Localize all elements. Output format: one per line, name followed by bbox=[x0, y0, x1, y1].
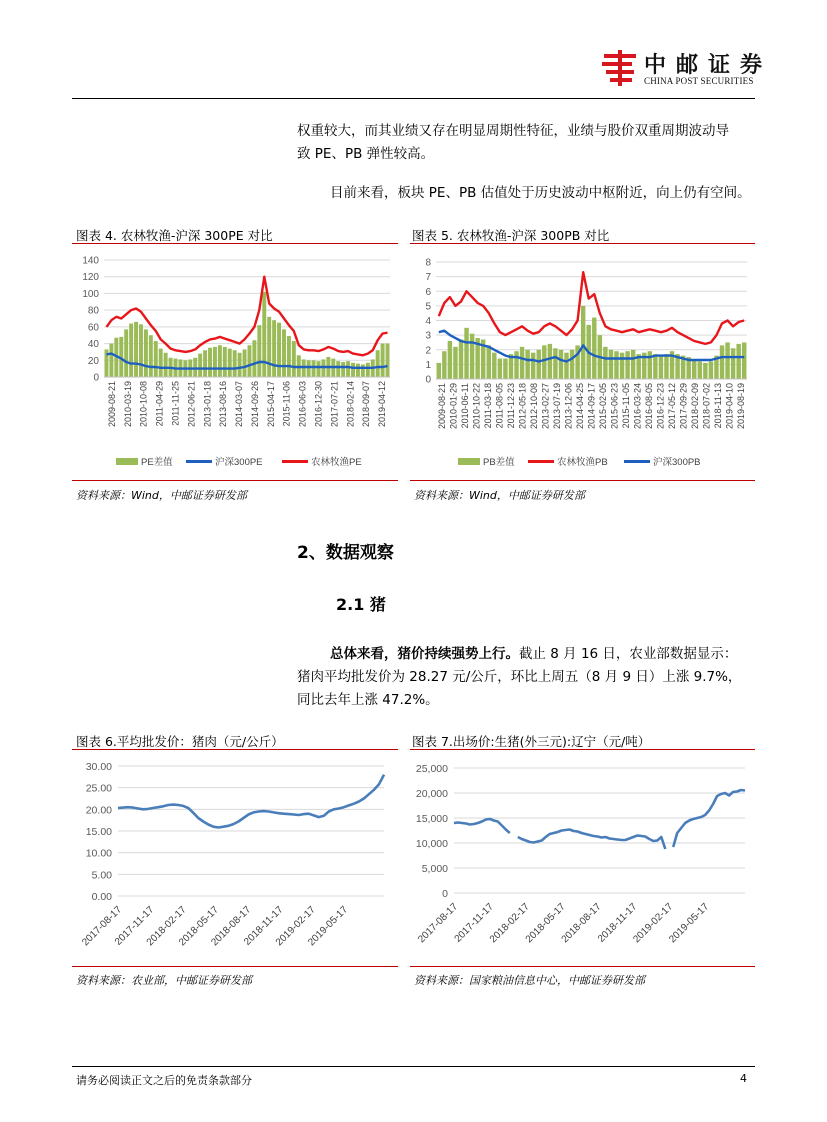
diff-bar bbox=[336, 361, 340, 377]
diff-bar bbox=[238, 353, 242, 377]
diff-bar bbox=[464, 328, 468, 379]
diff-bar bbox=[742, 342, 746, 379]
y-tick-label: 10,000 bbox=[415, 838, 448, 850]
diff-bar bbox=[520, 347, 524, 379]
diff-bar bbox=[243, 349, 247, 377]
diff-bar bbox=[459, 340, 463, 379]
diff-bar bbox=[731, 348, 735, 379]
x-tick-label: 2014-09-26 bbox=[249, 381, 260, 428]
diff-bar bbox=[631, 350, 635, 379]
footer-disclaimer: 请务必阅读正文之后的免责条款部分 bbox=[76, 1074, 252, 1087]
figure-5-chart bbox=[410, 246, 755, 474]
y-tick-label: 25,000 bbox=[415, 763, 448, 775]
pig-line-2: 猪肉平均批发价为 28.27 元/公斤，环比上周五（8 月 9 日）上涨 9.7%， bbox=[297, 669, 742, 685]
diff-bar bbox=[346, 361, 350, 377]
diff-bar bbox=[134, 322, 138, 377]
diff-bar bbox=[720, 345, 724, 379]
x-tick-label: 2015-04-17 bbox=[265, 381, 276, 428]
diff-bar bbox=[648, 351, 652, 379]
y-tick-label: 0 bbox=[442, 888, 448, 900]
diff-bar bbox=[351, 363, 355, 377]
y-tick-label: 0.00 bbox=[91, 891, 112, 903]
x-tick-label: 2011-08-05 bbox=[494, 383, 505, 429]
legend-label: 沪深300PB bbox=[653, 457, 701, 468]
x-tick-label: 2017-07-21 bbox=[329, 381, 340, 428]
y-tick-label: 140 bbox=[82, 255, 99, 267]
x-tick-label: 2010-06-11 bbox=[459, 383, 470, 429]
y-tick-label: 5.00 bbox=[91, 869, 112, 882]
x-tick-label: 2018-05-17 bbox=[177, 904, 221, 949]
diff-bar bbox=[247, 345, 251, 377]
figure-6-source: 资料来源：农业部，中邮证券研发部 bbox=[76, 974, 252, 987]
diff-bar bbox=[312, 360, 316, 377]
diff-bar bbox=[559, 350, 563, 379]
diff-bar bbox=[124, 329, 128, 377]
legend-swatch bbox=[458, 458, 480, 465]
y-tick-label: 4 bbox=[425, 316, 431, 327]
diff-bar bbox=[698, 361, 702, 379]
diff-bar bbox=[736, 344, 740, 379]
diff-bar bbox=[233, 350, 237, 377]
diff-bar bbox=[272, 320, 276, 377]
logo-english-name: CHINA POST SECURITIES bbox=[644, 76, 754, 86]
series-line bbox=[454, 790, 745, 849]
diff-bar bbox=[267, 317, 271, 377]
x-tick-label: 2019-02-17 bbox=[273, 904, 318, 949]
diff-bar bbox=[139, 324, 143, 377]
diff-bar bbox=[386, 344, 390, 377]
diff-bar bbox=[703, 363, 707, 379]
diff-bar bbox=[525, 350, 529, 379]
figure-4-source: 资料来源：Wind，中邮证券研发部 bbox=[76, 489, 247, 502]
x-tick-label: 2019-08-19 bbox=[736, 383, 747, 430]
diff-bar bbox=[223, 347, 227, 377]
diff-bar bbox=[653, 354, 657, 379]
legend-swatch bbox=[116, 458, 138, 465]
diff-bar bbox=[208, 348, 212, 377]
x-tick-label: 2012-05-18 bbox=[517, 383, 528, 430]
figure-5-top-rule bbox=[410, 243, 755, 244]
diff-bar bbox=[376, 350, 380, 377]
diff-bar bbox=[307, 360, 311, 377]
footer-divider bbox=[72, 1066, 755, 1067]
subsection-heading: 2.1 猪 bbox=[336, 595, 386, 614]
figure-4-caption: 图表 4. 农林牧渔-沪深 300PE 对比 bbox=[76, 228, 273, 243]
y-tick-label: 40 bbox=[87, 339, 99, 351]
legend-label: PE差值 bbox=[141, 457, 173, 468]
x-tick-label: 2018-02-09 bbox=[690, 383, 701, 430]
figure-6-caption: 图表 6.平均批发价：猪肉（元/公斤） bbox=[76, 734, 284, 749]
diff-bar bbox=[282, 329, 286, 377]
diff-bar bbox=[498, 359, 502, 379]
x-tick-label: 2018-02-14 bbox=[345, 381, 356, 428]
intro-line: 权重较大，而其业绩又存在明显周期性特征，业绩与股价双重周期波动导 bbox=[297, 123, 729, 139]
x-tick-label: 2018-02-17 bbox=[144, 904, 189, 949]
x-tick-label: 2018-02-17 bbox=[487, 901, 532, 946]
diff-bar bbox=[252, 340, 256, 377]
company-logo bbox=[600, 48, 773, 90]
x-tick-label: 2016-12-23 bbox=[655, 383, 666, 430]
diff-bar bbox=[317, 361, 321, 377]
y-tick-label: 6 bbox=[425, 286, 431, 298]
figure-6-bottom-rule bbox=[72, 966, 398, 967]
y-tick-label: 0 bbox=[425, 374, 431, 386]
x-tick-label: 2018-07-02 bbox=[701, 383, 712, 430]
x-tick-label: 2019-02-17 bbox=[631, 901, 676, 946]
x-tick-label: 2017-05-12 bbox=[667, 383, 678, 430]
figure-6-top-rule bbox=[72, 749, 398, 750]
legend-label: 农林牧渔PB bbox=[557, 457, 608, 468]
x-tick-label: 2017-09-29 bbox=[678, 383, 689, 430]
pig-line-3: 同比去年上涨 47.2%。 bbox=[297, 692, 439, 708]
y-tick-label: 5,000 bbox=[421, 863, 448, 875]
pig-line-1 bbox=[297, 643, 755, 666]
diff-bar bbox=[287, 336, 291, 377]
y-tick-label: 1 bbox=[425, 359, 431, 371]
x-tick-label: 2017-08-17 bbox=[416, 901, 461, 946]
diff-bar bbox=[442, 351, 446, 379]
y-tick-label: 10.00 bbox=[85, 847, 112, 860]
x-tick-label: 2015-06-23 bbox=[609, 383, 620, 430]
figure-4-chart bbox=[72, 246, 398, 474]
x-tick-label: 2012-10-08 bbox=[528, 383, 539, 430]
x-tick-label: 2010-10-22 bbox=[471, 383, 482, 430]
x-tick-label: 2015-11-06 bbox=[281, 381, 292, 427]
pig-paragraph bbox=[297, 643, 755, 712]
x-tick-label: 2019-04-12 bbox=[377, 381, 388, 428]
series-line bbox=[118, 775, 384, 828]
diff-bar bbox=[620, 353, 624, 379]
x-tick-label: 2017-11-17 bbox=[112, 904, 157, 948]
diff-bar bbox=[159, 349, 163, 377]
legend-label: PB差值 bbox=[483, 457, 515, 468]
figure-4-top-rule bbox=[72, 243, 398, 244]
x-tick-label: 2011-04-29 bbox=[154, 381, 165, 427]
y-tick-label: 30.00 bbox=[85, 761, 112, 773]
diff-bar bbox=[609, 350, 613, 379]
diff-bar bbox=[203, 350, 207, 377]
diff-bar bbox=[149, 335, 153, 377]
diff-bar bbox=[470, 334, 474, 379]
x-tick-label: 2013-08-16 bbox=[218, 381, 229, 428]
series-line bbox=[107, 354, 388, 369]
diff-bar bbox=[487, 345, 491, 379]
x-tick-label: 2019-04-10 bbox=[724, 383, 735, 430]
x-tick-label: 2011-03-18 bbox=[482, 383, 493, 429]
y-tick-label: 0 bbox=[93, 372, 99, 384]
header-divider bbox=[72, 98, 755, 99]
diff-bar bbox=[625, 351, 629, 379]
x-tick-label: 2013-01-18 bbox=[202, 381, 213, 428]
x-tick-label: 2010-01-29 bbox=[448, 383, 459, 430]
y-tick-label: 15,000 bbox=[415, 813, 448, 825]
diff-bar bbox=[581, 306, 585, 379]
pig-lead: 总体来看，猪价持续强势上行。 bbox=[330, 646, 519, 662]
x-tick-label: 2018-11-13 bbox=[713, 383, 724, 429]
diff-bar bbox=[437, 363, 441, 379]
figure-4-bottom-rule bbox=[72, 480, 398, 481]
diff-bar bbox=[381, 344, 385, 377]
intro-paragraph bbox=[297, 120, 755, 166]
y-tick-label: 100 bbox=[82, 288, 99, 300]
diff-bar bbox=[553, 348, 557, 379]
diff-bar bbox=[228, 349, 232, 377]
diff-bar bbox=[531, 353, 535, 379]
x-tick-label: 2011-12-23 bbox=[505, 383, 516, 429]
intro-line: 目前来看，板块 PE、PB 估值处于历史波动中枢附近，向上仍有空间。 bbox=[330, 185, 751, 201]
diff-bar bbox=[366, 363, 370, 377]
x-tick-label: 2018-11-17 bbox=[595, 901, 640, 945]
x-tick-label: 2015-11-05 bbox=[621, 383, 632, 429]
x-tick-label: 2017-11-17 bbox=[452, 901, 496, 945]
diff-bar bbox=[514, 351, 518, 379]
x-tick-label: 2016-12-30 bbox=[313, 381, 324, 428]
x-tick-label: 2014-03-07 bbox=[234, 381, 245, 428]
figure-5-source: 资料来源：Wind，中邮证券研发部 bbox=[414, 489, 585, 502]
y-tick-label: 5 bbox=[425, 301, 431, 313]
logo-mark-icon bbox=[600, 48, 640, 88]
x-tick-label: 2009-08-21 bbox=[106, 381, 117, 428]
diff-bar bbox=[448, 341, 452, 379]
x-tick-label: 2013-07-19 bbox=[551, 383, 562, 430]
diff-bar bbox=[292, 341, 296, 377]
diff-bar bbox=[664, 354, 668, 379]
diff-bar bbox=[129, 324, 133, 377]
figure-7-caption: 图表 7.出场价:生猪(外三元):辽宁（元/吨） bbox=[412, 734, 651, 749]
x-tick-label: 2017-08-17 bbox=[80, 904, 125, 949]
diff-bar bbox=[725, 342, 729, 379]
x-tick-label: 2012-06-21 bbox=[186, 381, 197, 428]
diff-bar bbox=[262, 292, 266, 377]
x-tick-label: 2016-06-03 bbox=[297, 381, 308, 428]
diff-bar bbox=[277, 323, 281, 377]
legend-label: 农林牧渔PE bbox=[311, 457, 362, 468]
x-tick-label: 2018-05-17 bbox=[523, 901, 568, 946]
x-tick-label: 2013-12-06 bbox=[563, 383, 574, 430]
diff-bar bbox=[548, 344, 552, 379]
diff-bar bbox=[709, 361, 713, 379]
y-tick-label: 120 bbox=[82, 272, 99, 284]
x-tick-label: 2018-11-17 bbox=[242, 904, 286, 948]
x-tick-label: 2016-08-05 bbox=[644, 383, 655, 430]
diff-bar bbox=[321, 359, 325, 377]
diff-bar bbox=[341, 362, 345, 377]
diff-bar bbox=[356, 364, 360, 377]
diff-bar bbox=[361, 364, 365, 377]
pig-line-1-rest: 截止 8 月 16 日，农业部数据显示： bbox=[519, 646, 738, 662]
x-tick-label: 2018-09-07 bbox=[361, 381, 372, 428]
series-line bbox=[439, 272, 744, 344]
y-tick-label: 25.00 bbox=[85, 782, 112, 795]
x-tick-label: 2010-03-19 bbox=[122, 381, 133, 428]
diff-bar bbox=[257, 325, 261, 377]
diff-bar bbox=[503, 359, 507, 379]
y-tick-label: 7 bbox=[425, 272, 431, 284]
x-tick-label: 2016-03-24 bbox=[632, 383, 643, 430]
x-tick-label: 2014-04-25 bbox=[574, 383, 585, 430]
figure-7-source: 资料来源：国家粮油信息中心，中邮证券研发部 bbox=[414, 974, 645, 987]
diff-bar bbox=[453, 347, 457, 379]
y-tick-label: 80 bbox=[87, 305, 99, 317]
x-tick-label: 2013-02-27 bbox=[540, 383, 551, 430]
y-tick-label: 8 bbox=[425, 257, 431, 269]
y-tick-label: 60 bbox=[87, 322, 99, 334]
y-tick-label: 3 bbox=[425, 330, 431, 342]
page-number: 4 bbox=[740, 1072, 747, 1085]
diff-bar bbox=[570, 350, 574, 379]
diff-bar bbox=[564, 353, 568, 379]
diff-bar bbox=[614, 351, 618, 379]
figure-5-bottom-rule bbox=[410, 480, 755, 481]
diff-bar bbox=[692, 360, 696, 379]
y-tick-label: 15.00 bbox=[85, 826, 112, 838]
x-tick-label: 2010-10-08 bbox=[138, 381, 149, 428]
figure-7-chart bbox=[410, 752, 755, 962]
x-tick-label: 2011-11-25 bbox=[170, 381, 181, 426]
x-tick-label: 2018-08-17 bbox=[559, 901, 604, 946]
y-tick-label: 20 bbox=[87, 355, 99, 367]
x-tick-label: 2018-08-17 bbox=[209, 904, 254, 949]
section-heading: 2、数据观察 bbox=[297, 543, 394, 563]
diff-bar bbox=[154, 341, 158, 377]
diff-bar bbox=[164, 353, 168, 377]
figure-5-caption: 图表 5. 农林牧渔-沪深 300PB 对比 bbox=[412, 228, 610, 243]
diff-bar bbox=[492, 353, 496, 379]
diff-bar bbox=[109, 344, 113, 377]
figure-7-top-rule bbox=[410, 749, 755, 750]
diff-bar bbox=[218, 345, 222, 377]
legend-label: 沪深300PE bbox=[215, 457, 263, 468]
diff-bar bbox=[198, 354, 202, 377]
diff-bar bbox=[193, 358, 197, 377]
y-tick-label: 2 bbox=[425, 345, 431, 357]
figure-7-bottom-rule bbox=[410, 966, 755, 967]
x-tick-label: 2015-02-05 bbox=[598, 383, 609, 430]
diff-bar bbox=[537, 350, 541, 379]
x-tick-label: 2019-05-17 bbox=[306, 904, 351, 949]
diff-bar bbox=[213, 347, 217, 377]
diff-bar bbox=[302, 359, 306, 377]
y-tick-label: 20.00 bbox=[85, 804, 112, 817]
figure-6-chart bbox=[72, 752, 398, 962]
x-tick-label: 2009-08-21 bbox=[436, 383, 447, 430]
diff-bar bbox=[592, 318, 596, 379]
diff-bar bbox=[542, 345, 546, 379]
x-tick-label: 2019-05-17 bbox=[667, 901, 712, 946]
intro-paragraph-2 bbox=[330, 182, 755, 205]
y-tick-label: 20,000 bbox=[415, 788, 448, 800]
intro-line: 致 PE、PB 弹性较高。 bbox=[297, 146, 435, 162]
diff-bar bbox=[603, 347, 607, 379]
diff-bar bbox=[144, 329, 148, 377]
x-tick-label: 2014-09-17 bbox=[586, 383, 597, 430]
logo-chinese-name: 中邮证券 bbox=[644, 52, 773, 78]
diff-bar bbox=[659, 356, 663, 379]
